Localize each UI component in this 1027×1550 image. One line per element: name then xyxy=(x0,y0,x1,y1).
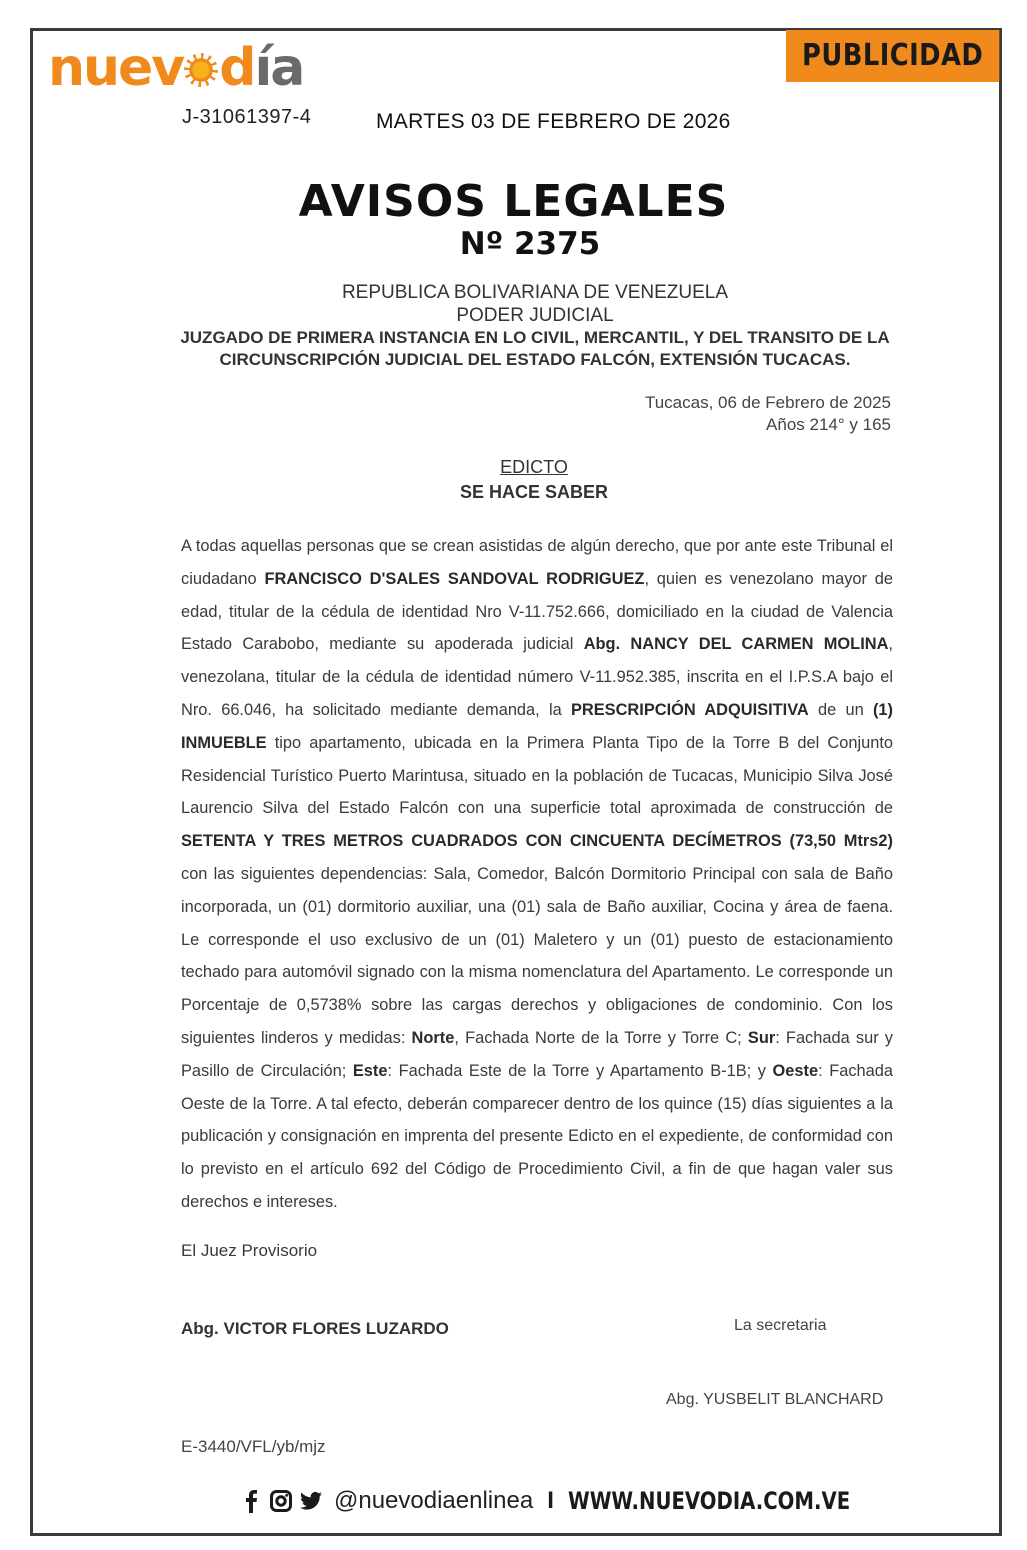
court-line-1: REPUBLICA BOLIVARIANA DE VENEZUELA xyxy=(341,282,729,303)
judge-title: El Juez Provisorio xyxy=(181,1241,318,1260)
body-text: , Fachada Norte de la Torre y Torre C; xyxy=(454,1028,748,1047)
secretary-title: La secretaria xyxy=(734,1317,827,1334)
boundary-south: Sur xyxy=(747,1028,776,1047)
court-line-2: PODER JUDICIAL xyxy=(456,305,614,326)
social-handle[interactable]: @nuevodiaenlinea xyxy=(334,1487,534,1514)
boundary-north: Norte xyxy=(411,1028,455,1047)
court-line-3: JUZGADO DE PRIMERA INSTANCIA EN LO CIVIL, MERCANTIL, Y DEL TRANSITO DE LA xyxy=(180,328,890,347)
plaintiff-name: FRANCISCO D'SALES SANDOVAL RODRIGUEZ xyxy=(264,569,645,588)
section-tag: PUBLICIDAD xyxy=(786,30,999,82)
years: Años 214° y 165 xyxy=(766,415,891,434)
court-line-4: CIRCUNSCRIPCIÓN JUDICIAL DEL ESTADO FALCÓN, EXTENSIÓN TUCACAS. xyxy=(219,350,851,369)
body-text: de un xyxy=(808,700,873,719)
place-date: Tucacas, 06 de Febrero de 2025 xyxy=(644,393,891,412)
website-link[interactable]: WWW.NUEVODIA.COM.VE xyxy=(567,1487,851,1515)
footer-separator: I xyxy=(547,1487,554,1514)
edicto-heading: EDICTO xyxy=(500,457,568,477)
body-text: tipo apartamento, ubicada en la Primera Planta Tipo de la Torre B del Conjunto Residencial Turístico Puerto Marintusa, situado en la población de Tucacas, Municipio Silva José Laurencio Silva del Estado Falcón con una superficie total aproximada de construcción de xyxy=(181,733,893,818)
sun-icon xyxy=(184,53,218,87)
body-text: , quien es venezolano mayor de edad, titular de la cédula de identidad Nro V-11.752.666, domiciliado en la ciudad de Valencia Estado Carabobo, mediante su apoderada judicial xyxy=(181,569,894,654)
secretary-name: Abg. YUSBELIT BLANCHARD xyxy=(666,1391,884,1408)
judge-name: Abg. VICTOR FLORES LUZARDO xyxy=(181,1319,449,1338)
place-date-block xyxy=(645,392,891,436)
notice-number: Nº 2375 xyxy=(459,226,601,262)
boundary-west: Oeste xyxy=(772,1061,819,1080)
twitter-icon[interactable] xyxy=(300,1490,322,1512)
footer xyxy=(240,1483,912,1519)
publication-date: MARTES 03 DE FEBRERO DE 2026 xyxy=(376,110,731,133)
se-hace-saber: SE HACE SABER xyxy=(459,482,609,502)
instagram-icon[interactable] xyxy=(270,1490,292,1512)
body-text: : Fachada Oeste de la Torre. A tal efecto, deberán comparecer dentro de los quince (15) días siguientes a la publicación y consignación en imprenta del presente Edicto en el expediente, de conformidad con lo previsto en el artículo 692 del Código de Procedimiento Civil, a fin de que hagan valer sus derechos e intereses. xyxy=(181,1061,893,1211)
body-text: : Fachada Este de la Torre y Apartamento B-1B; y xyxy=(387,1061,773,1080)
body-text: : Fachada sur y Pasillo de Circulación; xyxy=(181,1028,894,1080)
facebook-icon[interactable] xyxy=(240,1490,262,1512)
body-text: A todas aquellas personas que se crean asistidas de algún derecho, que por ante este Tribunal el ciudadano xyxy=(181,537,893,588)
property-area: SETENTA Y TRES METROS CUADRADOS CON CINCUENTA DECÍMETROS (73,50 Mtrs2) xyxy=(181,832,893,851)
body-text: , venezolana, titular de la cédula de identidad número V-11.952.385, inscrita en el I.P.S.A bajo el Nro. 66.046, ha solicitado mediante demanda, la xyxy=(181,635,893,719)
notice-body xyxy=(181,530,893,1219)
attorney-name: Abg. NANCY DEL CARMEN MOLINA xyxy=(583,635,889,654)
rif-number: J-31061397-4 xyxy=(182,106,312,128)
case-reference: E-3440/VFL/yb/mjz xyxy=(181,1437,326,1456)
boundary-east: Este xyxy=(352,1061,388,1080)
page-title: AVISOS LEGALES xyxy=(298,176,729,227)
nuevodia-logo: nuev día xyxy=(48,38,304,98)
claim-type: PRESCRIPCIÓN ADQUISITIVA xyxy=(570,700,809,719)
property-count: (1) INMUEBLE xyxy=(181,700,893,752)
body-text: con las siguientes dependencias: Sala, Comedor, Balcón Dormitorio Principal con sala de Baño incorporada, un (01) dormitorio auxiliar, una (01) sala de Baño auxiliar, Cocina y área de faena. Le corresponde el uso exclusivo de un (01) Maletero y un (01) puesto de estacionamiento techado para automóvil signado con la misma nomenclatura del Apartamento. Le corresponde un Porcentaje de 0,5738% sobre las cargas derechos y obligaciones de condominio. Con los siguientes linderos y medidas: xyxy=(181,864,893,1047)
